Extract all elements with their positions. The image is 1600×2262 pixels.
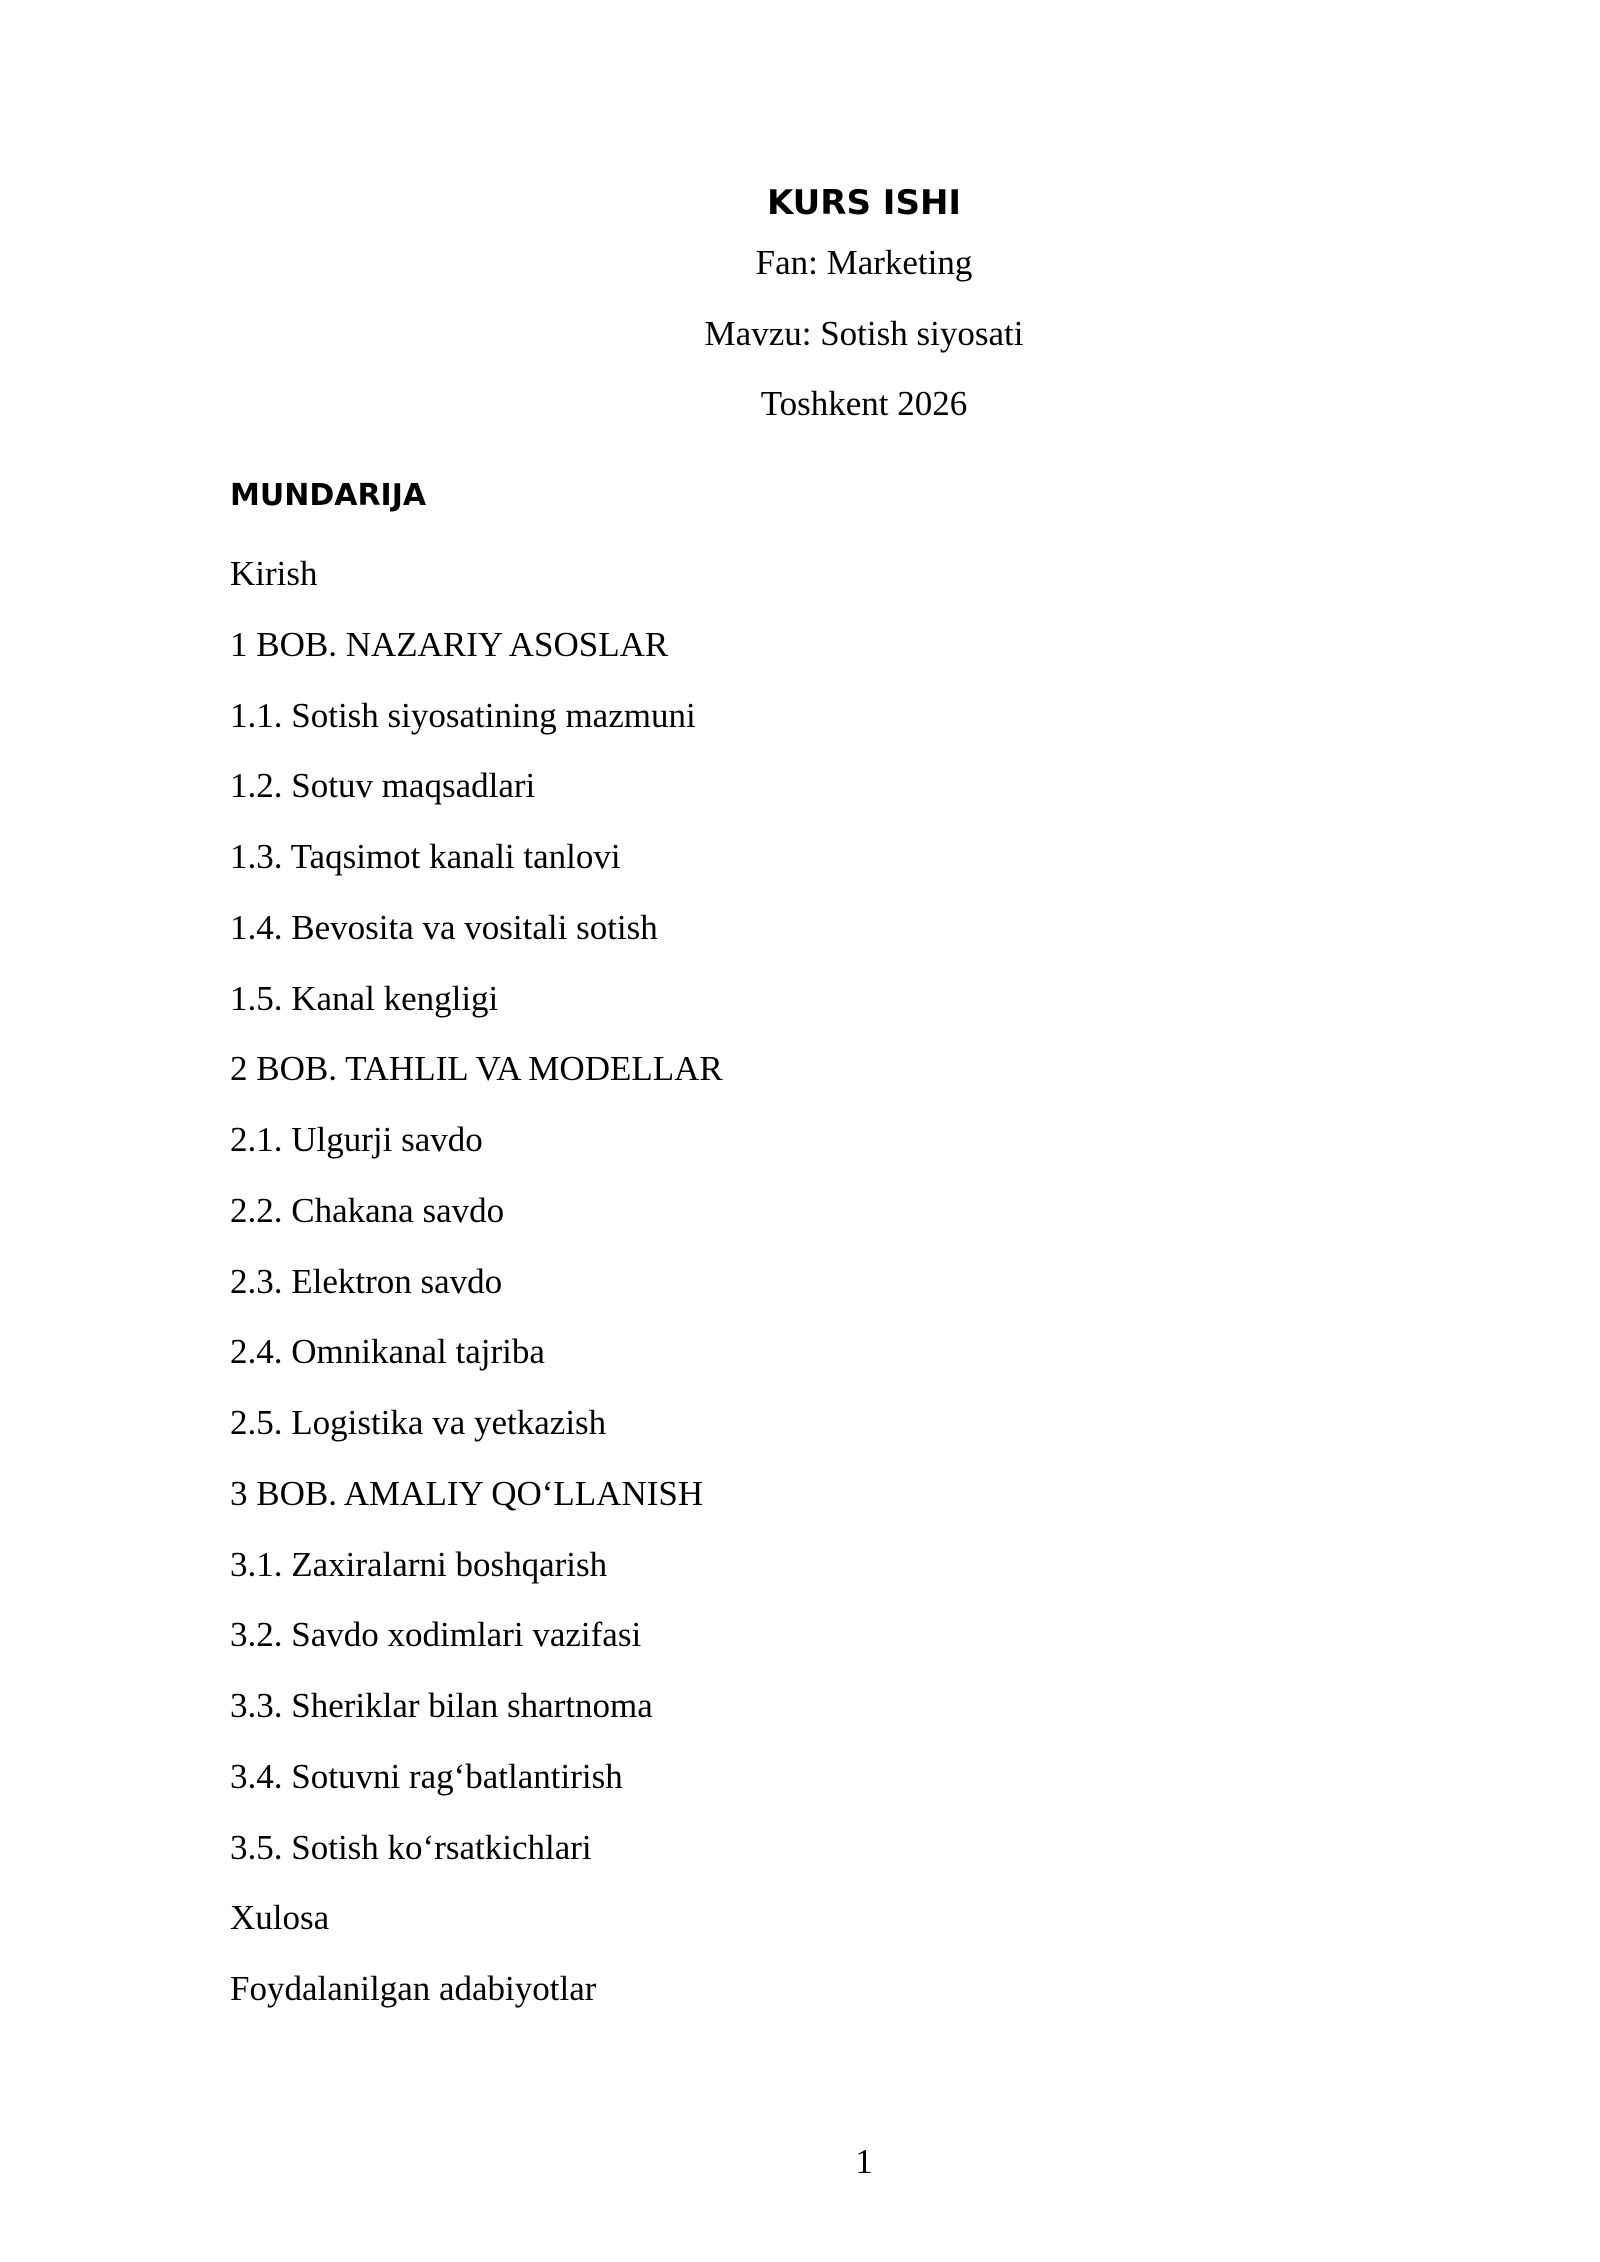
toc-item-3-4: 3.4. Sotuvni rag‘batlantirish [230, 1756, 623, 1796]
toc-item-chapter-3: 3 BOB. AMALIY QO‘LLANISH [230, 1473, 704, 1513]
toc-item-1-1: 1.1. Sotish siyosatining mazmuni [230, 695, 696, 735]
toc-item-introduction: Kirish [230, 554, 318, 593]
toc-item-1-3: 1.3. Taqsimot kanali tanlovi [230, 837, 621, 876]
toc-item-conclusion: Xulosa [230, 1898, 330, 1938]
toc-item-1-2: 1.2. Sotuv maqsadlari [230, 766, 536, 806]
toc-item-3-2: 3.2. Savdo xodimlari vazifasi [230, 1615, 642, 1655]
toc-item-chapter-2: 2 BOB. TAHLIL VA MODELLAR [230, 1049, 723, 1089]
document-title: KURS ISHI [766, 183, 962, 223]
toc-item-2-4: 2.4. Omnikanal tajriba [230, 1332, 545, 1372]
toc-heading: MUNDARIJA [230, 478, 427, 513]
toc-item-3-5: 3.5. Sotish ko‘rsatkichlari [230, 1827, 592, 1867]
toc-item-2-5: 2.5. Logistika va yetkazish [230, 1403, 607, 1442]
toc-item-chapter-1: 1 BOB. NAZARIY ASOSLAR [230, 624, 669, 664]
toc-item-references: Foydalanilgan adabiyotlar [230, 1969, 597, 2008]
toc-item-1-5: 1.5. Kanal kengligi [230, 978, 499, 1018]
topic-line: Mavzu: Sotish siyosati [704, 314, 1024, 353]
toc-item-2-3: 2.3. Elektron savdo [230, 1261, 503, 1301]
toc-item-3-3: 3.3. Sheriklar bilan shartnoma [230, 1686, 653, 1725]
toc-item-2-2: 2.2. Chakana savdo [230, 1190, 505, 1230]
table-of-contents [230, 552, 723, 2038]
page-number: 1 [855, 2142, 873, 2181]
toc-item-3-1: 3.1. Zaxiralarni boshqarish [230, 1544, 608, 1584]
toc-item-1-4: 1.4. Bevosita va vositali sotish [230, 907, 658, 947]
subject-line: Fan: Marketing [755, 243, 973, 282]
toc-item-2-1: 2.1. Ulgurji savdo [230, 1120, 483, 1159]
place-year-line: Toshkent 2026 [760, 384, 968, 423]
